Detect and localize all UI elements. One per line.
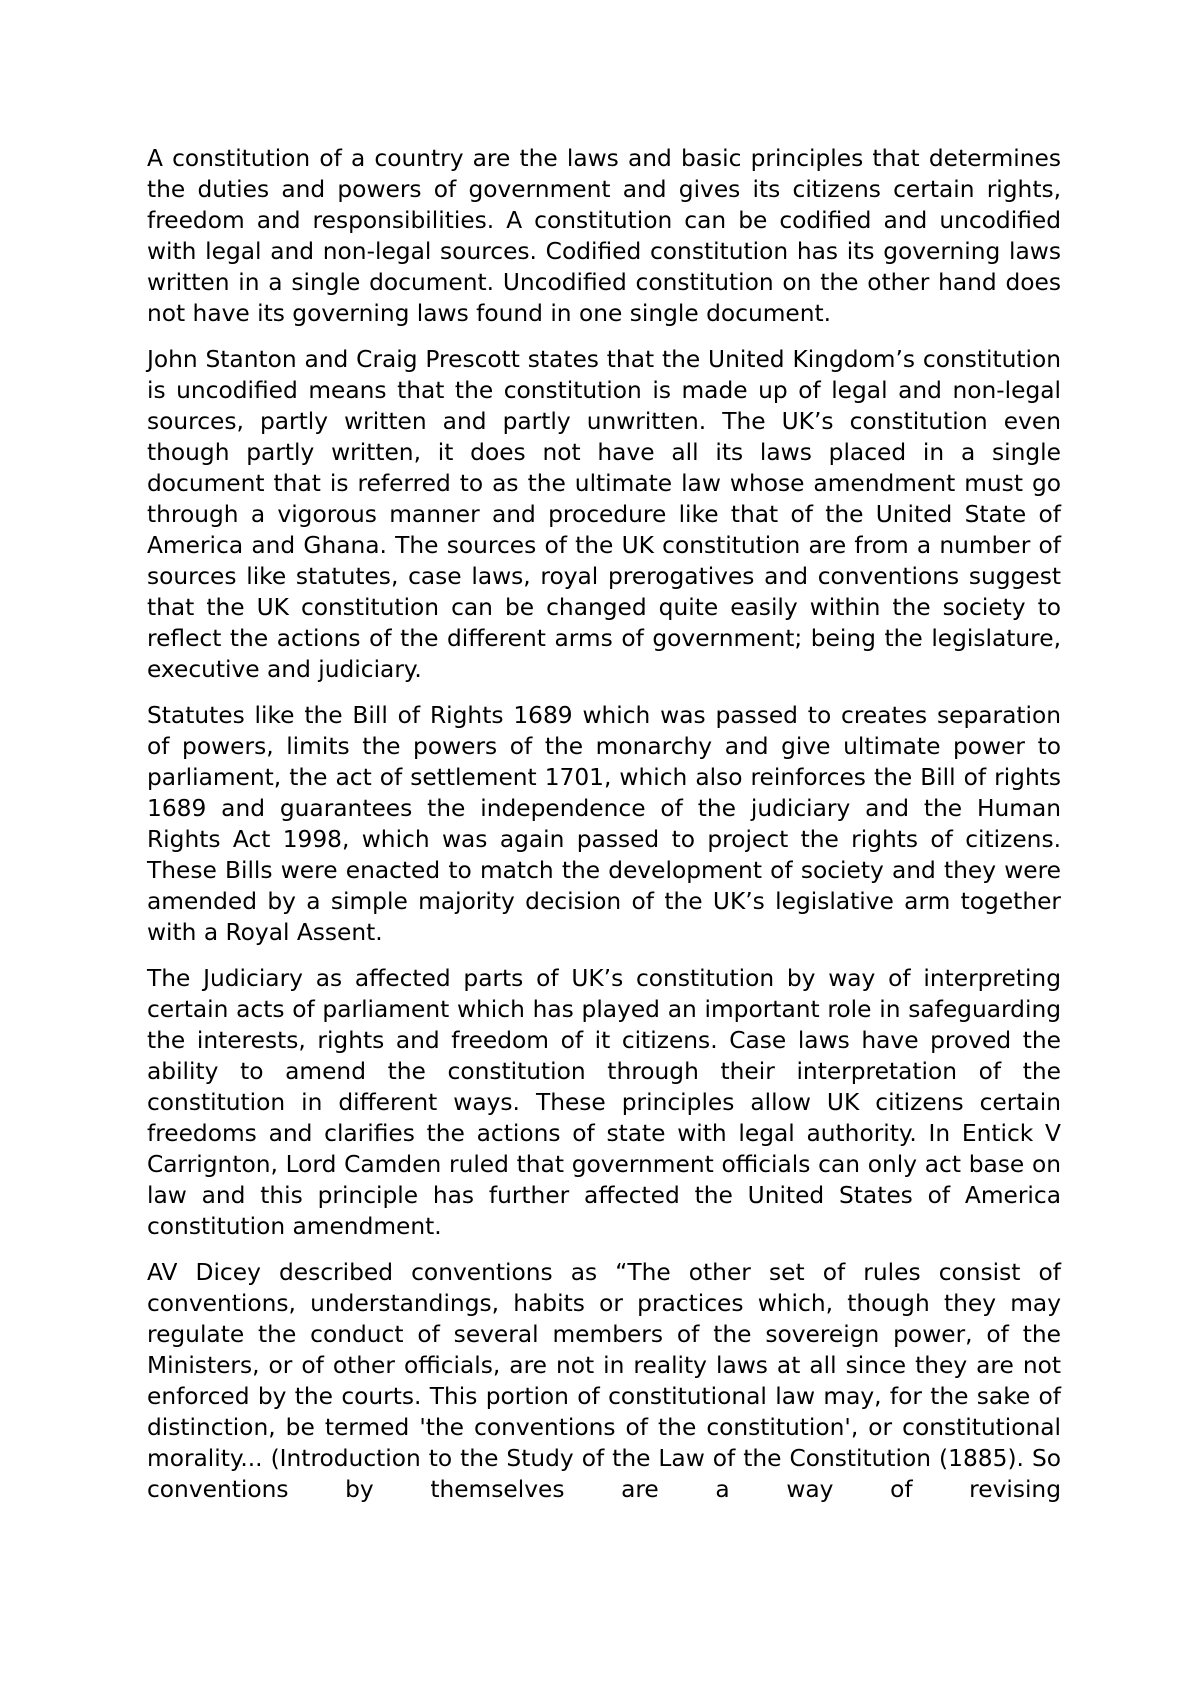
paragraph-4: The Judiciary as affected parts of UK’s constitution by way of interpreting certain acts of parliament which has played an important role in safeguarding the interests, rights and freedom of it citizens. Case laws have proved the ability to amend the constitution through their interpretation of the constitution in different ways. These principles allow UK citizens certain freedoms and clarifies the actions of state with legal authority. In Entick V Carrignton, Lord Camden ruled that government officials can only act base on law and this principle has further affected the United States of America constitution amendment. (147, 965, 1061, 1240)
document-body (147, 143, 1061, 1520)
paragraph-2: John Stanton and Craig Prescott states that the United Kingdom’s constitution is uncodified means that the constitution is made up of legal and non-legal sources, partly written and partly unwritten. The UK’s constitution even though partly written, it does not have all its laws placed in a single document that is referred to as the ultimate law whose amendment must go through a vigorous manner and procedure like that of the United State of America and Ghana. The sources of the UK constitution are from a number of sources like statutes, case laws, royal prerogatives and conventions suggest that the UK constitution can be changed quite easily within the society to reflect the actions of the different arms of government; being the legislature, executive and judiciary. (147, 346, 1061, 683)
paragraph-1: A constitution of a country are the laws and basic principles that determines the duties and powers of government and gives its citizens certain rights, freedom and responsibilities. A constitution can be codified and uncodified with legal and non-legal sources. Codified constitution has its governing laws written in a single document. Uncodified constitution on the other hand does not have its governing laws found in one single document. (147, 145, 1061, 327)
paragraph-3: Statutes like the Bill of Rights 1689 which was passed to creates separation of powers, limits the powers of the monarchy and give ultimate power to parliament, the act of settlement 1701, which also reinforces the Bill of rights 1689 and guarantees the independence of the judiciary and the Human Rights Act 1998, which was again passed to project the rights of citizens. These Bills were enacted to match the development of society and they were amended by a simple majority decision of the UK’s legislative arm together with a Royal Assent. (147, 702, 1061, 946)
paragraph-5: AV Dicey described conventions as “The other set of rules consist of conventions, understandings, habits or practices which, though they may regulate the conduct of several members of the sovereign power, of the Ministers, or of other officials, are not in reality laws at all since they are not enforced by the courts. This portion of constitutional law may, for the sake of distinction, be termed 'the conventions of the constitution', or constitutional morality... (Introduction to the Study of the Law of the Constitution (1885). So conventions by themselves are a way of revising (147, 1259, 1061, 1503)
